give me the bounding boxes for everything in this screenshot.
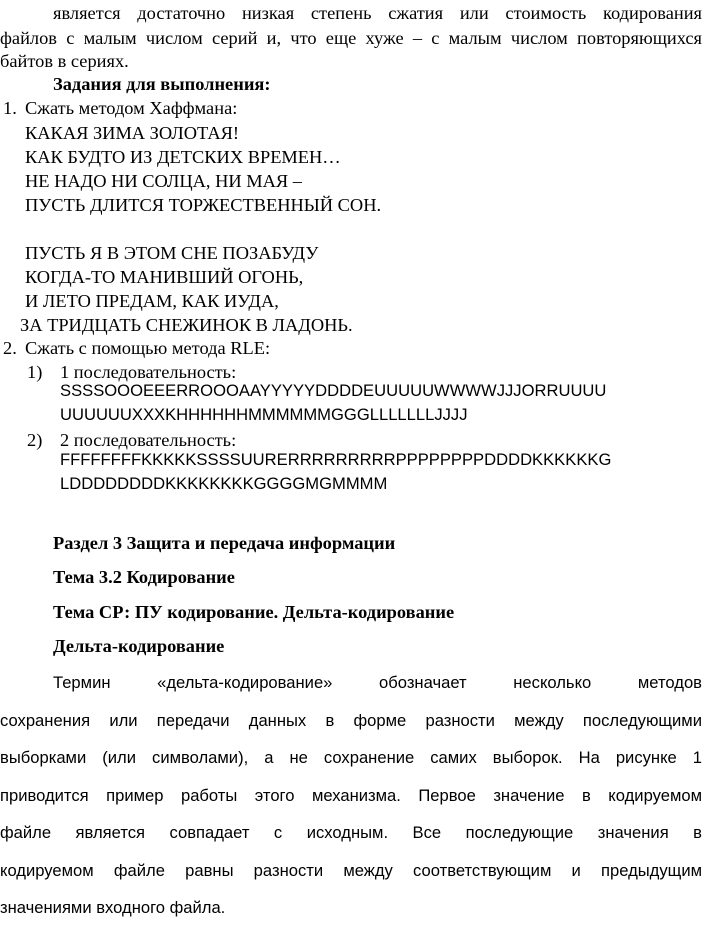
- poem-line-8: ЗА ТРИДЦАТЬ СНЕЖИНОК В ЛАДОНЬ.: [20, 315, 353, 335]
- intro-line-2: файлов с малым числом серий и, что еще хуже – с малым числом повторяющихся: [0, 28, 702, 48]
- sr-heading: Тема СР: ПУ кодирование. Дельта-кодирование: [53, 602, 455, 622]
- poem-line-1: КАКАЯ ЗИМА ЗОЛОТАЯ!: [25, 123, 240, 143]
- body-line-1: Термин «дельта-кодирование» обозначает несколько методов: [53, 673, 702, 692]
- intro-line-3: байтов в сериях.: [0, 51, 129, 71]
- poem-line-3: НЕ НАДО НИ СОЛЦА, НИ МАЯ –: [25, 171, 302, 191]
- task2-label: Сжать с помощью метода RLE:: [25, 338, 271, 358]
- task2-sub2-label: 2 последовательность:: [60, 430, 237, 450]
- delta-heading: Дельта-кодирование: [53, 636, 225, 656]
- rle-sequence-2-line-1: FFFFFFFFKKKKKSSSSUURERRRRRRRRRPPPPPPPPDDDDKKKKKKG: [60, 450, 612, 469]
- intro-line-1: является достаточно низкая степень сжатия или стоимость кодирования: [53, 3, 702, 23]
- task2-sub2-number: 2): [27, 430, 43, 450]
- task2-number: 2.: [3, 338, 17, 358]
- poem-line-6: КОГДА-ТО МАНИВШИЙ ОГОНЬ,: [25, 267, 304, 287]
- body-line-5: файле является совпадает с исходным. Все последующие значения в: [0, 823, 702, 842]
- rle-sequence-2-line-2: LDDDDDDDDKKKKKKKKGGGGMGMMMM: [60, 474, 388, 493]
- task2-sub1-label: 1 последовательность:: [60, 362, 237, 382]
- topic-heading: Тема 3.2 Кодирование: [53, 567, 235, 587]
- section-heading: Раздел 3 Защита и передача информации: [53, 533, 396, 553]
- poem-line-5: ПУСТЬ Я В ЭТОМ СНЕ ПОЗАБУДУ: [25, 243, 319, 263]
- task2-sub1-number: 1): [27, 362, 43, 382]
- poem-line-7: И ЛЕТО ПРЕДАМ, КАК ИУДА,: [25, 291, 279, 311]
- body-line-3: выборками (или символами), а не сохранение самих выборок. На рисунке 1: [0, 748, 702, 767]
- rle-sequence-1-line-2: UUUUUUXXXKHHHHHHMMMMMMGGGLLLLLLLJJJJ: [60, 405, 468, 424]
- rle-sequence-1-line-1: SSSSOOOEEERROOOAAYYYYYDDDDEUUUUUWWWWJJJORRUUUU: [60, 381, 607, 400]
- poem-line-2: КАК БУДТО ИЗ ДЕТСКИХ ВРЕМЕН…: [25, 147, 341, 167]
- body-line-7: значениями входного файла.: [0, 898, 226, 917]
- poem-line-4: ПУСТЬ ДЛИТСЯ ТОРЖЕСТВЕННЫЙ СОН.: [25, 195, 382, 215]
- task1-number: 1.: [3, 98, 17, 118]
- tasks-heading: Задания для выполнения:: [53, 74, 271, 94]
- body-line-2: сохранения или передачи данных в форме разности между последующими: [0, 711, 702, 730]
- body-line-4: приводится пример работы этого механизма. Первое значение в кодируемом: [0, 786, 702, 805]
- body-line-6: кодируемом файле равны разности между соответствующим и предыдущим: [0, 861, 702, 880]
- task1-label: Сжать методом Хаффмана:: [25, 98, 238, 118]
